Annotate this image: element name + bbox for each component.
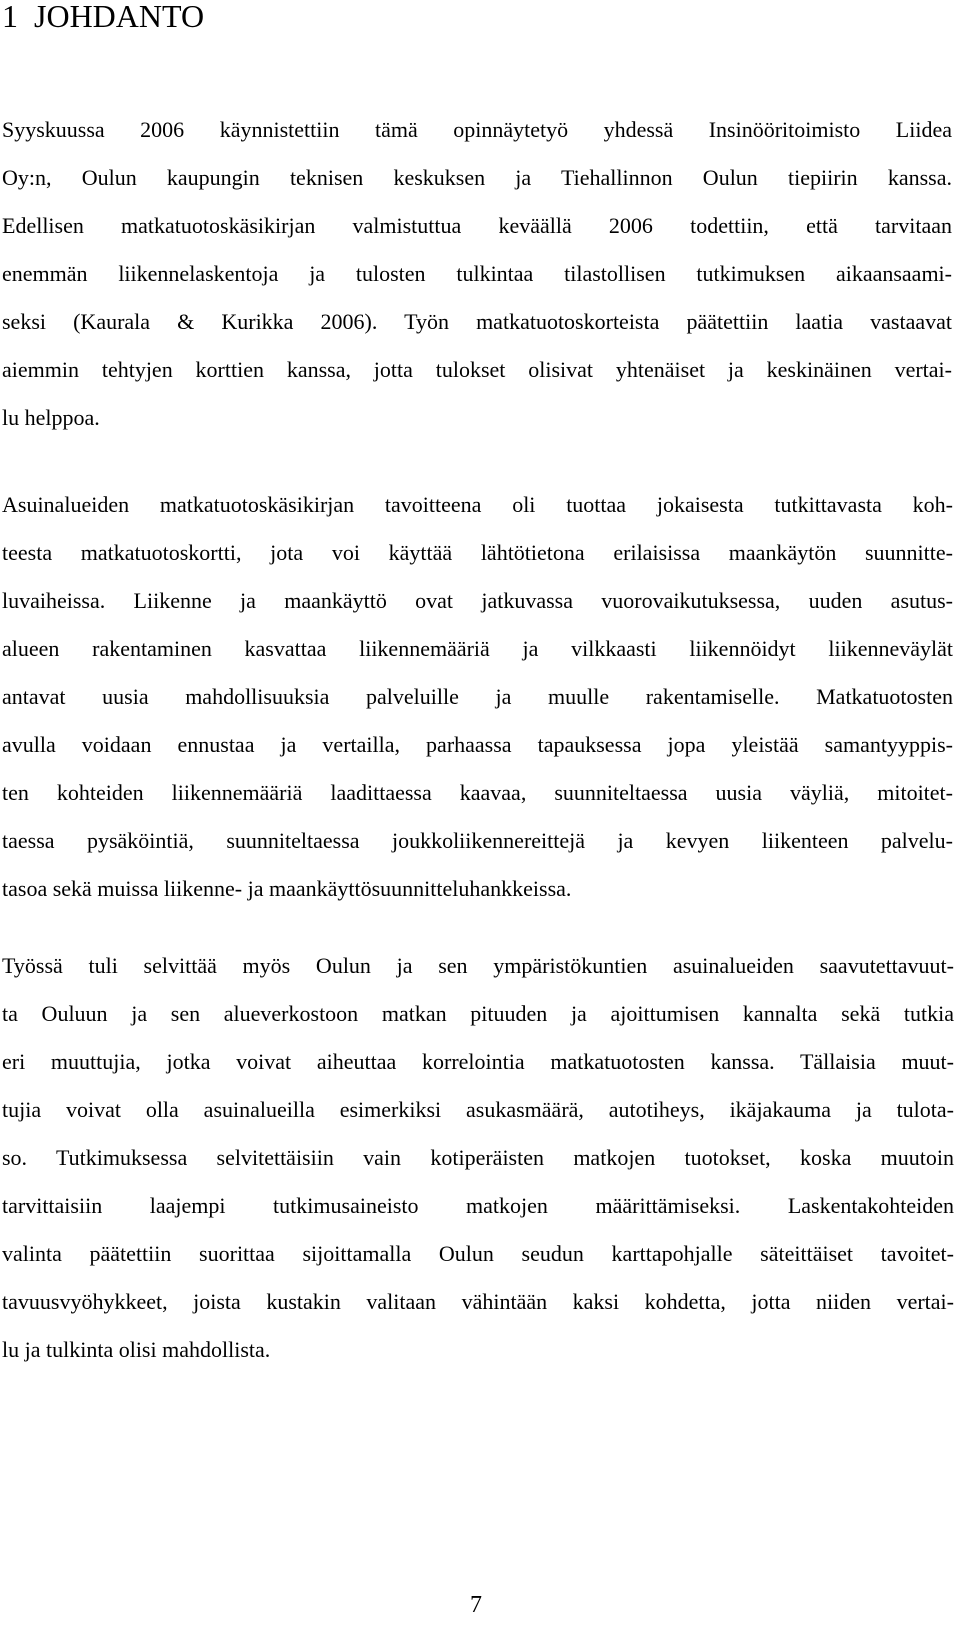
text-line: tasoa sekä muissa liikenne- ja maankäyttösuunnitteluhankkeissa. xyxy=(2,876,572,901)
text-line: tavuusvyöhykkeet, joista kustakin valitaan vähintään kaksi kohdetta, jotta niiden vertai- xyxy=(2,1289,954,1314)
text-line: valinta päätettiin suorittaa sijoittamalla Oulun seudun karttapohjalle säteittäiset tavoitet- xyxy=(2,1241,954,1266)
text-line: enemmän liikennelaskentoja ja tulosten tulkintaa tilastollisen tutkimuksen aikaansaami- xyxy=(2,261,952,286)
text-line: teesta matkatuotoskortti, jota voi käyttää lähtötietona erilaisissa maankäytön suunnitte- xyxy=(2,540,953,565)
text-line: tarvittaisiin laajempi tutkimusaineisto matkojen määrittämiseksi. Laskentakohteiden xyxy=(2,1193,954,1218)
paragraph-scope xyxy=(2,942,954,1374)
paragraph-intro xyxy=(2,106,952,442)
text-line: antavat uusia mahdollisuuksia palveluille ja muulle rakentamiselle. Matkatuotosten xyxy=(2,684,953,709)
text-line: ta Ouluun ja sen alueverkostoon matkan pituuden ja ajoittumisen kannalta sekä tutkia xyxy=(2,1001,954,1026)
text-line: so. Tutkimuksessa selvitettäisiin vain kotiperäisten matkojen tuotokset, koska muutoin xyxy=(2,1145,954,1170)
text-line: luvaiheissa. Liikenne ja maankäyttö ovat jatkuvassa vuorovaikutuksessa, uuden asutus- xyxy=(2,588,953,613)
page-number: 7 xyxy=(470,1592,482,1618)
text-line: Edellisen matkatuotoskäsikirjan valmistuttua keväällä 2006 todettiin, että tarvitaan xyxy=(2,213,952,238)
text-line: Asuinalueiden matkatuotoskäsikirjan tavoitteena oli tuottaa jokaisesta tutkittavasta koh- xyxy=(2,492,953,517)
text-line: aiemmin tehtyjen korttien kanssa, jotta tulokset olisivat yhtenäiset ja keskinäinen vertai- xyxy=(2,357,952,382)
text-line: lu ja tulkinta olisi mahdollista. xyxy=(2,1337,271,1362)
text-line: Oy:n, Oulun kaupungin teknisen keskuksen ja Tiehallinnon Oulun tiepiirin kanssa. xyxy=(2,165,952,190)
text-line: Syyskuussa 2006 käynnistettiin tämä opinnäytetyö yhdessä Insinööritoimisto Liidea xyxy=(2,117,952,142)
text-line: Työssä tuli selvittää myös Oulun ja sen ympäristökuntien asuinalueiden saavutettavuut- xyxy=(2,953,954,978)
text-line: alueen rakentaminen kasvattaa liikennemääriä ja vilkkaasti liikennöidyt liikenneväylät xyxy=(2,636,953,661)
text-line: seksi (Kaurala & Kurikka 2006). Työn matkatuotoskorteista päätettiin laatia vastaavat xyxy=(2,309,952,334)
chapter-heading: 1 JOHDANTO xyxy=(2,0,205,34)
text-line: avulla voidaan ennustaa ja vertailla, parhaassa tapauksessa jopa yleistää samantyyppis- xyxy=(2,732,953,757)
text-line: taessa pysäköintiä, suunniteltaessa joukkoliikennereittejä ja kevyen liikenteen palvelu- xyxy=(2,828,953,853)
text-line: tujia voivat olla asuinalueilla esimerkiksi asukasmäärä, autotiheys, ikäjakauma ja tulota- xyxy=(2,1097,954,1122)
text-line: lu helppoa. xyxy=(2,405,100,430)
text-line: eri muuttujia, jotka voivat aiheuttaa korrelointia matkatuotosten kanssa. Tällaisia muut- xyxy=(2,1049,954,1074)
paragraph-goals xyxy=(2,481,953,913)
text-line: ten kohteiden liikennemääriä laadittaessa kaavaa, suunniteltaessa uusia väyliä, mitoitet- xyxy=(2,780,953,805)
